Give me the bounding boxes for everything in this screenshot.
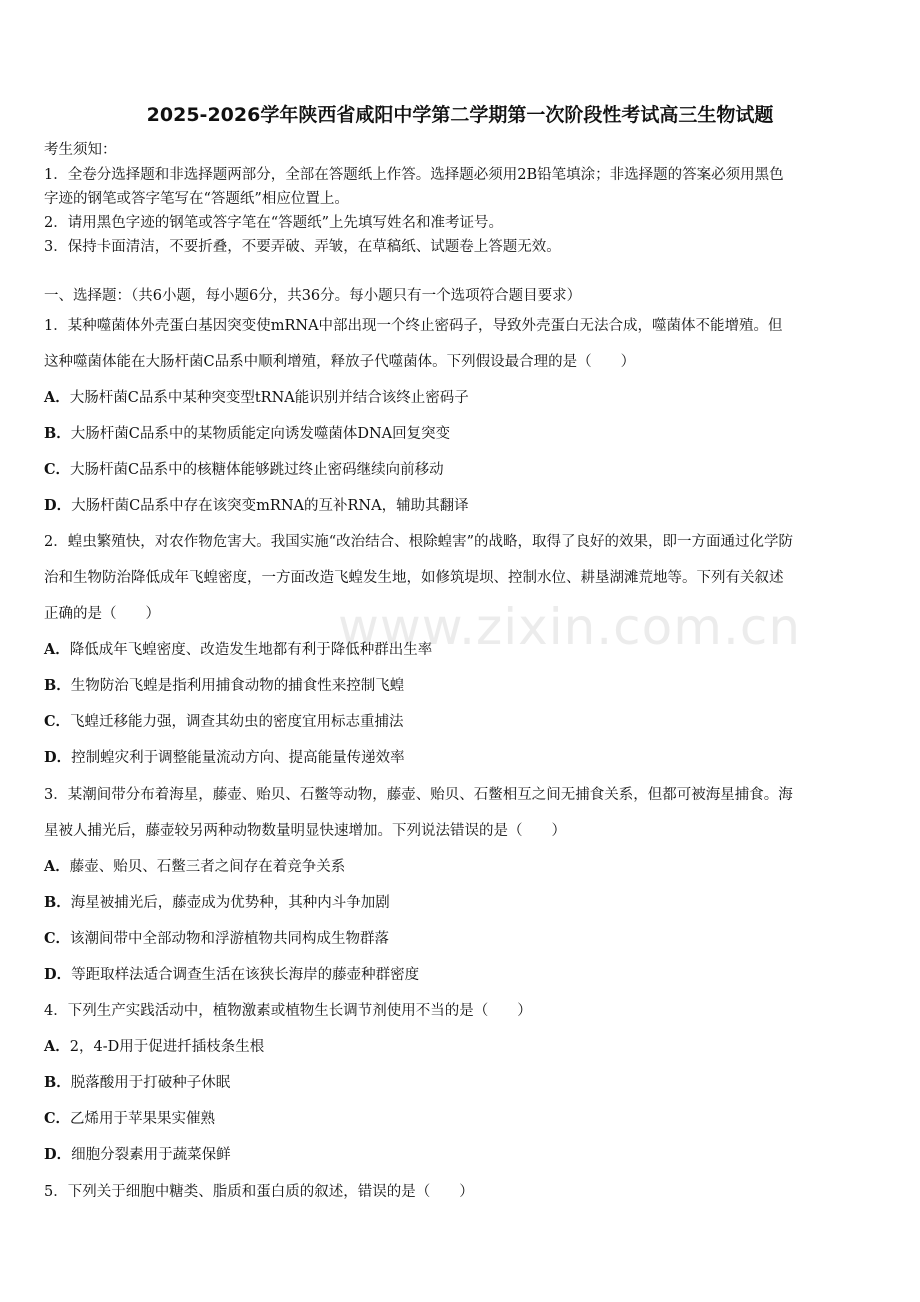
option-b: B．生物防治飞蝗是指利用捕食动物的捕食性来控制飞蝗 [44, 677, 405, 694]
option-a: A．藤壶、贻贝、石鳖三者之间存在着竞争关系 [44, 858, 346, 875]
option-d: D．等距取样法适合调查生活在该狭长海岸的藤壶种群密度 [44, 966, 420, 983]
notice-line: 2．请用黑色字迹的钢笔或答字笔在“答题纸”上先填写姓名和准考证号。 [44, 215, 504, 231]
option-b: B．大肠杆菌C品系中的某物质能定向诱发噬菌体DNA回复突变 [44, 425, 451, 442]
question-stem: 这种噬菌体能在大肠杆菌C品系中顺利增殖，释放子代噬菌体。下列假设最合理的是（ ） [44, 354, 636, 370]
option-b: B．海星被捕光后，藤壶成为优势种，其种内斗争加剧 [44, 894, 390, 911]
page-title: 2025-2026学年陕西省咸阳中学第二学期第一次阶段性考试高三生物试题 [146, 104, 774, 126]
option-d: D．大肠杆菌C品系中存在该突变mRNA的互补RNA，辅助其翻译 [44, 497, 469, 514]
question-stem: 星被人捕光后，藤壶较另两种动物数量明显快速增加。下列说法错误的是（ ） [44, 823, 566, 839]
question-stem: 4．下列生产实践活动中，植物激素或植物生长调节剂使用不当的是（ ） [44, 1003, 532, 1019]
question-stem: 3．某潮间带分布着海星，藤壶、贻贝、石鳖等动物，藤壶、贻贝、石鳖相互之间无捕食关系，但都可被海星捕食。海 [44, 787, 793, 803]
question-stem: 5．下列关于细胞中糖类、脂质和蛋白质的叙述，错误的是（ ） [44, 1184, 474, 1200]
option-b: B．脱落酸用于打破种子休眠 [44, 1074, 231, 1091]
option-c: C．大肠杆菌C品系中的核糖体能够跳过终止密码继续向前移动 [44, 461, 444, 478]
question-stem: 治和生物防治降低成年飞蝗密度，一方面改造飞蝗发生地，如修筑堤坝、控制水位、耕垦湖滩荒地等。下列有关叙述 [44, 570, 784, 586]
watermark: www.zixin.com.cn [338, 598, 802, 656]
option-d: D．控制蝗灾利于调整能量流动方向、提高能量传递效率 [44, 749, 405, 766]
notice-line: 3．保持卡面清洁，不要折叠，不要弄破、弄皱，在草稿纸、试题卷上答题无效。 [44, 239, 561, 255]
option-c: C．飞蝗迁移能力强，调查其幼虫的密度宜用标志重捕法 [44, 713, 404, 730]
question-stem: 1．某种噬菌体外壳蛋白基因突变使mRNA中部出现一个终止密码子，导致外壳蛋白无法合成，噬菌体不能增殖。但 [44, 318, 783, 334]
option-a: A．2，4-D用于促进扦插枝条生根 [44, 1038, 265, 1055]
option-c: C．乙烯用于苹果果实催熟 [44, 1110, 216, 1127]
option-a: A．大肠杆菌C品系中某种突变型tRNA能识别并结合该终止密码子 [44, 389, 469, 406]
option-a: A．降低成年飞蝗密度、改造发生地都有利于降低种群出生率 [44, 641, 433, 658]
question-stem: 2．蝗虫繁殖快，对农作物危害大。我国实施“改治结合、根除蝗害”的战略，取得了良好的效果，即一方面通过化学防 [44, 534, 794, 550]
notice-line: 字迹的钢笔或答字笔写在“答题纸”相应位置上。 [44, 191, 349, 207]
option-d: D．细胞分裂素用于蔬菜保鲜 [44, 1146, 231, 1163]
question-stem: 正确的是（ ） [44, 606, 160, 622]
notice-heading: 考生须知： [44, 142, 117, 158]
notice-line: 1．全卷分选择题和非选择题两部分，全部在答题纸上作答。选择题必须用2B铅笔填涂；非选择题的答案必须用黑色 [44, 167, 784, 183]
section-heading: 一、选择题：（共6小题，每小题6分，共36分。每小题只有一个选项符合题目要求） [44, 288, 582, 304]
option-c: C．该潮间带中全部动物和浮游植物共同构成生物群落 [44, 930, 390, 947]
